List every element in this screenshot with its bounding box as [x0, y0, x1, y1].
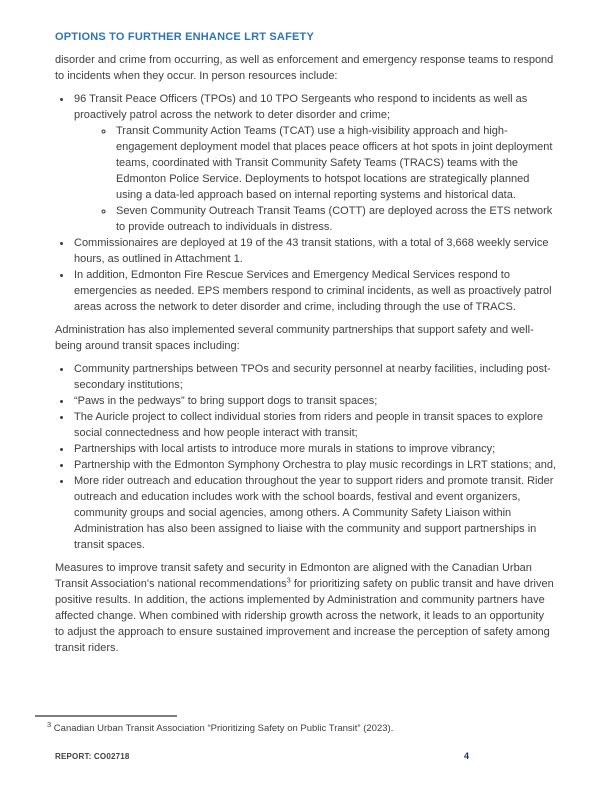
section-heading: OPTIONS TO FURTHER ENHANCE LRT SAFETY: [55, 31, 314, 43]
footer-report-label: REPORT: CO02718: [55, 752, 130, 761]
resources-sublist: [74, 123, 556, 235]
list-item: [72, 473, 556, 553]
measures-text-before: Measures to improve transit safety and security in Edmonton are aligned with the Canadian Urban Transit Association's national recommendations: [55, 562, 532, 590]
list-item-text: Commissionaires are deployed at 19 of the 43 transit stations, with a total of 3,668 weekly service hours, as outlined in Attachment 1.: [74, 237, 549, 265]
list-item: [72, 457, 556, 473]
list-item-text: 96 Transit Peace Officers (TPOs) and 10 TPO Sergeants who respond to incidents as well as proactively patrol across the network to deter disorder and crime;: [74, 93, 528, 121]
partnerships-paragraph: Administration has also implemented several community partnerships that support safety and well-being around transit spaces including:: [55, 324, 534, 352]
sub-list-item: [114, 203, 556, 235]
measures-text-after: for prioritizing safety on public transit and have driven positive results. In addition, the actions implemented by Administration and community partners have affected change. When combined with ridership growth across the network, it leads to an opportunity to adjust the approach to ensure sustained improvement and increase the perception of safety among transit riders.: [55, 578, 554, 654]
partnerships-list: [55, 361, 556, 553]
list-item-text: In addition, Edmonton Fire Rescue Services and Emergency Medical Services respond to emergencies as needed. EPS members respond to criminal incidents, as well as proactively patrol areas across the network to deter disorder and crime, including through the use of TRACS.: [74, 269, 552, 313]
list-item: [72, 441, 556, 457]
resources-list: [55, 91, 556, 315]
list-item-text: The Auricle project to collect individual stories from riders and people in transit spaces to explore social connectedness and how people interact with transit;: [74, 411, 543, 439]
list-item-text: More rider outreach and education throughout the year to support riders and promote transit. Rider outreach and education includes work with the school boards, festival and event organizers, community groups and social agencies, among others. A Community Safety Liaison within Administration has also been assigned to liaise with the community and support partnerships in transit spaces.: [74, 475, 554, 551]
list-item-text: Community partnerships between TPOs and security personnel at nearby facilities, including post-secondary institutions;: [74, 363, 551, 391]
footnote-text: Canadian Urban Transit Association “Prioritizing Safety on Public Transit” (2023).: [51, 723, 394, 734]
list-item: [72, 393, 556, 409]
document-content: [55, 29, 556, 656]
list-item: [72, 235, 556, 267]
list-item: [72, 91, 556, 235]
list-item-text: Partnership with the Edmonton Symphony Orchestra to play music recordings in LRT stations; and,: [74, 459, 556, 471]
sub-list-item-text: Transit Community Action Teams (TCAT) use a high-visibility approach and high-engagement deployment model that places peace officers at hot spots in joint deployment teams, coordinated with Transit Community Safety Teams (TRACS) teams with the Edmonton Police Service. Deployments to hotspot locations are strategically planned using a data-led approach based on internal reporting systems and historical data.: [116, 125, 553, 201]
footnote-number: 3: [47, 719, 52, 729]
list-item-text: Partnerships with local artists to introduce more murals in stations to improve vibrancy;: [74, 443, 496, 455]
sub-list-item: [114, 123, 556, 203]
list-item: [72, 409, 556, 441]
list-item-text: “Paws in the pedways” to bring support dogs to transit spaces;: [74, 395, 378, 407]
footnote: [47, 719, 527, 735]
list-item: [72, 267, 556, 315]
sub-list-item-text: Seven Community Outreach Transit Teams (COTT) are deployed across the ETS network to provide outreach to individuals in distress.: [116, 205, 553, 233]
footer-page-number: 4: [464, 751, 470, 761]
footnote-divider: [35, 715, 177, 717]
footnote-reference: 3: [286, 575, 291, 585]
intro-paragraph: disorder and crime from occurring, as well as enforcement and emergency response teams to respond to incidents when they occur. In person resources include:: [55, 54, 554, 82]
list-item: [72, 361, 556, 393]
measures-paragraph: [55, 560, 556, 656]
